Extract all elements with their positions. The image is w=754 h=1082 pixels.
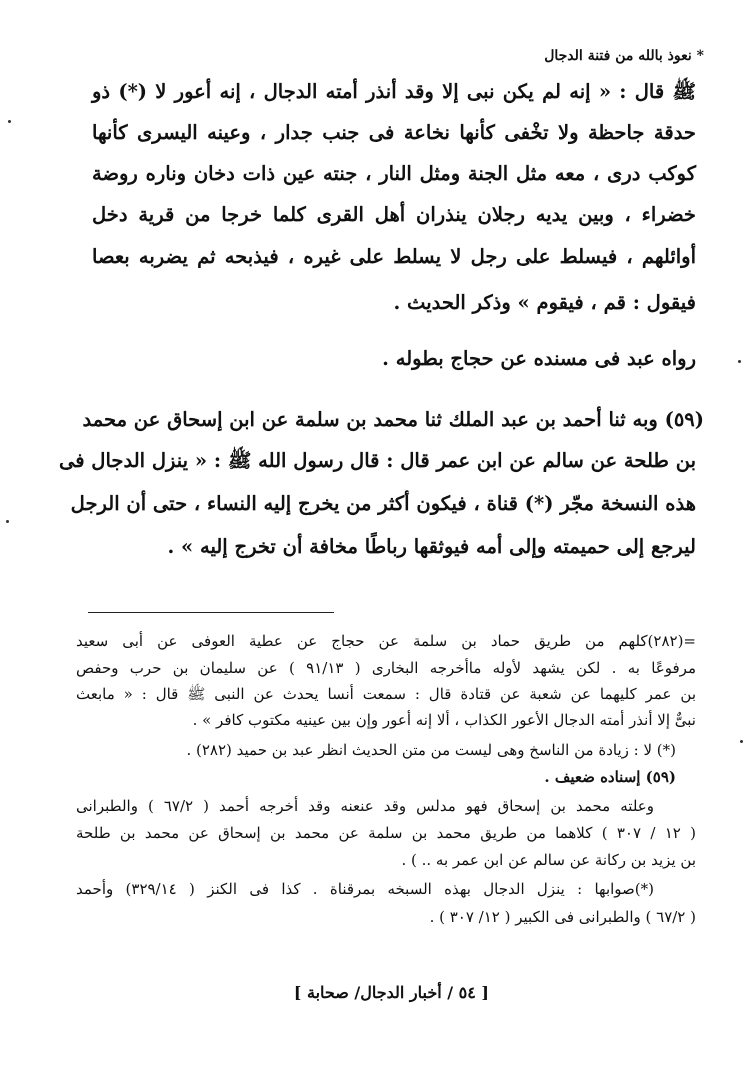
footnote-line-6: (٥٩) إسناده ضعيف . (544, 768, 676, 786)
hadith-59-line-4: ليرجع إلى حميمته وإلى أمه فيوثقها رباطًا مخافة أن تخرج إليه » . (167, 535, 696, 558)
footnote-divider (88, 612, 334, 613)
body-line-5: أوائلهم ، فيسلط على رجل لا يسلط على غيره ، فيذبحه ثم يضربه بعصا (92, 245, 696, 268)
footnote-line-9: بن يزيد بن ركانة عن سالم عن ابن عمر به .. ) . (401, 851, 696, 869)
scan-mark (738, 360, 741, 363)
hadith-59-line-3: هذه النسخة مجّر (*) قناة ، فيكون أكثر من يخرج إليه النساء ، حتى أن الرجل (70, 492, 696, 515)
footnote-line-7: وعلته محمد بن إسحاق فهو مدلس وقد عنعنه وقد أخرجه أحمد ( ٦٧/٢ ) والطبرانى (76, 797, 654, 815)
footnote-line-8: ( ١٢ / ٣٠٧ ) كلاهما من طريق محمد بن سلمة عن محمد بن إسحاق عن محمد بن طلحة (76, 824, 697, 842)
body-line-4: خضراء ، وبين يديه رجلان ينذران أهل القرى كلما خرجا من قرية دخل (92, 203, 696, 226)
body-line-7: رواه عبد فى مسنده عن حجاج بطوله . (382, 347, 696, 370)
footnote-line-5: (*) لا : زيادة من الناسخ وهى ليست من متن الحديث انظر عبد بن حميد (٢٨٢) . (186, 741, 676, 759)
scan-mark (8, 120, 11, 123)
footnote-line-3: بن عمر كليهما عن شعبة عن قتادة قال : سمعت أنسا يحدث عن النبى ﷺ قال : « مابعث (76, 685, 696, 703)
scan-mark (740, 740, 743, 743)
body-line-3: كوكب درى ، معه مثل الجنة ومثل النار ، جنته عين ذات دخان وناره روضة (92, 162, 696, 185)
scan-mark (6, 520, 9, 523)
hadith-59-line-2: بن طلحة عن سالم عن ابن عمر قال : قال رسول الله ﷺ : « ينزل الدجال فى (58, 449, 696, 472)
body-line-2: حدقة جاحظة ولا تخْفى كأنها نخاعة فى جنب جدار ، وعينه اليسرى كأنها (92, 121, 696, 144)
footnote-line-10: (*)صوابها : ينزل الدجال بهذه السبخه بمرقناة . كذا فى الكنز ( ٣٢٩/١٤) وأحمد (76, 880, 654, 898)
body-line-6: فيقول : قم ، فيقوم » وذكر الحديث . (393, 291, 696, 314)
running-header: * نعوذ بالله من فتنة الدجال (544, 48, 704, 64)
hadith-59-line-1: (٥٩) وبه ثنا أحمد بن عبد الملك ثنا محمد بن سلمة عن ابن إسحاق عن محمد (82, 408, 704, 431)
body-line-1: ﷺ قال : « إنه لم يكن نبى إلا وقد أنذر أمته الدجال ، إنه أعور لا (*) ذو (92, 80, 696, 103)
footnote-line-4: نبىٌّ إلا أنذر أمته الدجال الأعور الكذاب ، ألا إنه أعور وإن بين عينيه مكتوب كافر » . (192, 711, 696, 729)
footnote-line-1: =(٢٨٢)كلهم من طريق حماد بن سلمة عن حجاج عن عطية العوفى عن أبى سعيد (76, 632, 696, 650)
footnote-line-2: مرفوعًا به . لكن يشهد لأوله ماأخرجه البخارى ( ٩١/١٣ ) عن سليمان بن حرب وحفص (76, 659, 696, 677)
footnote-line-11: ( ٦٧/٢ ) والطبرانى فى الكبير ( ١٢/ ٣٠٧ ) . (429, 908, 696, 926)
page-footer: [ ٥٤ / أخبار الدجال/ صحابة ] (293, 983, 489, 1002)
